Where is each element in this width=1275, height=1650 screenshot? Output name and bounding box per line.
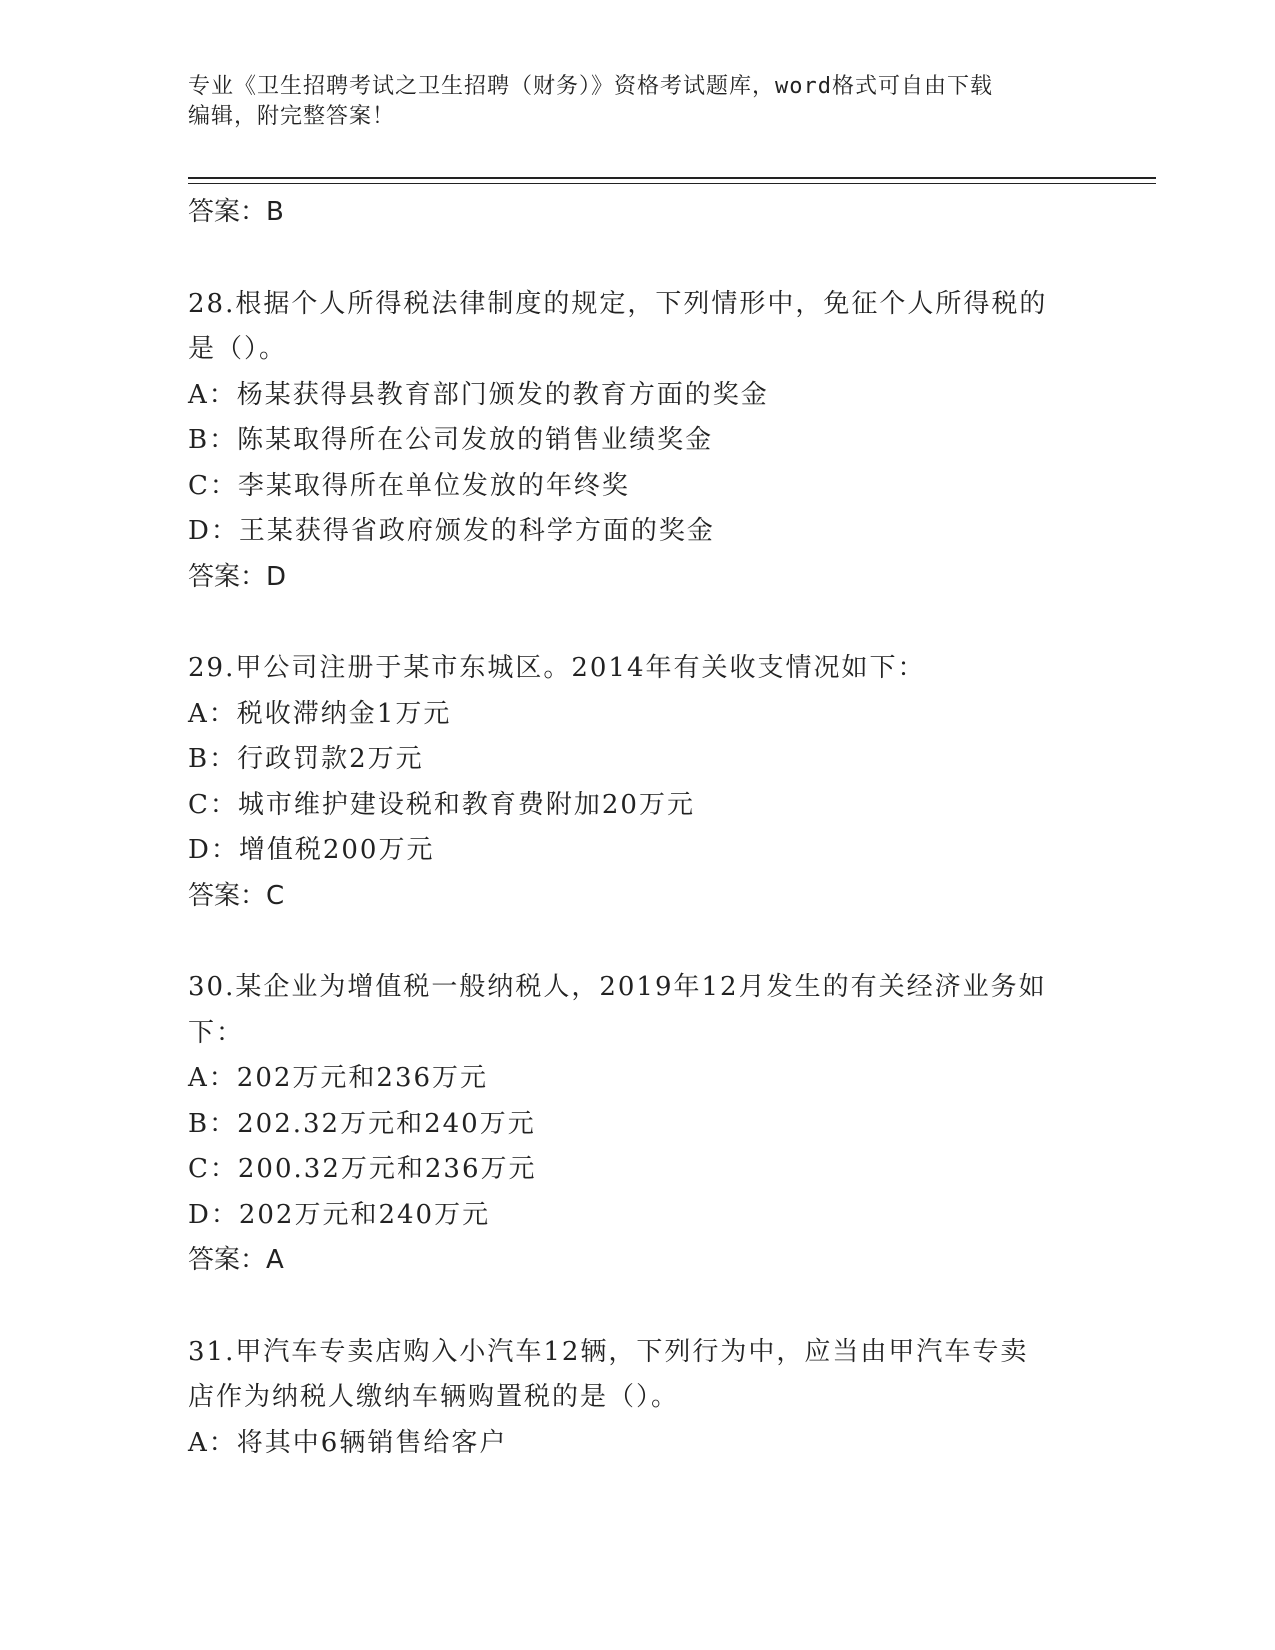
header-line-2: 编辑，附完整答案！ [188,104,396,129]
answer: 答案：D [188,561,287,592]
option-a: A：杨某获得县教育部门颁发的教育方面的奖金 [188,379,769,410]
question-28 [188,282,1088,601]
option-c: C：李某取得所在单位发放的年终奖 [188,470,630,501]
question-30 [188,965,1088,1284]
option-d: D：增值税200万元 [188,835,435,865]
document-header [188,72,1088,132]
option-a: A：202万元和236万元 [188,1063,489,1093]
question-29 [188,646,1088,919]
option-c: C：城市维护建设税和教育费附加20万元 [188,789,695,820]
question-31 [188,1330,1088,1467]
option-b: B：202.32万元和240万元 [188,1108,536,1139]
header-line-1: 专业《卫生招聘考试之卫生招聘（财务）》资格考试题库，word格式可自由下载 [188,74,993,99]
question-stem: 29.甲公司注册于某市东城区。2014年有关收支情况如下： [188,653,926,683]
option-b: B：行政罚款2万元 [188,744,424,774]
question-stem: 下： [188,1017,245,1048]
option-c: C：200.32万元和236万元 [188,1154,537,1184]
question-stem: 31.甲汽车专卖店购入小汽车12辆，下列行为中，应当由甲汽车专卖 [188,1336,1029,1367]
option-b: B：陈某取得所在公司发放的销售业绩奖金 [188,425,714,455]
answer-previous: 答案：B [188,197,284,227]
option-d: D：202万元和240万元 [188,1199,491,1230]
answer: 答案：C [188,880,285,911]
option-a: A：税收滞纳金1万元 [188,698,452,729]
header-rule-thin [188,183,1156,184]
question-stem: 30.某企业为增值税一般纳税人，2019年12月发生的有关经济业务如 [188,972,1047,1002]
header-rule-thick [188,177,1156,179]
question-stem: 是（）。 [188,334,288,364]
question-stem: 店作为纳税人缴纳车辆购置税的是（）。 [188,1382,680,1412]
option-a: A：将其中6辆销售给客户 [188,1427,508,1458]
question-stem: 28.根据个人所得税法律制度的规定，下列情形中，免征个人所得税的 [188,288,1048,319]
answer: 答案：A [188,1245,284,1275]
question-list [188,190,1088,1466]
option-d: D：王某获得省政府颁发的科学方面的奖金 [188,516,715,546]
